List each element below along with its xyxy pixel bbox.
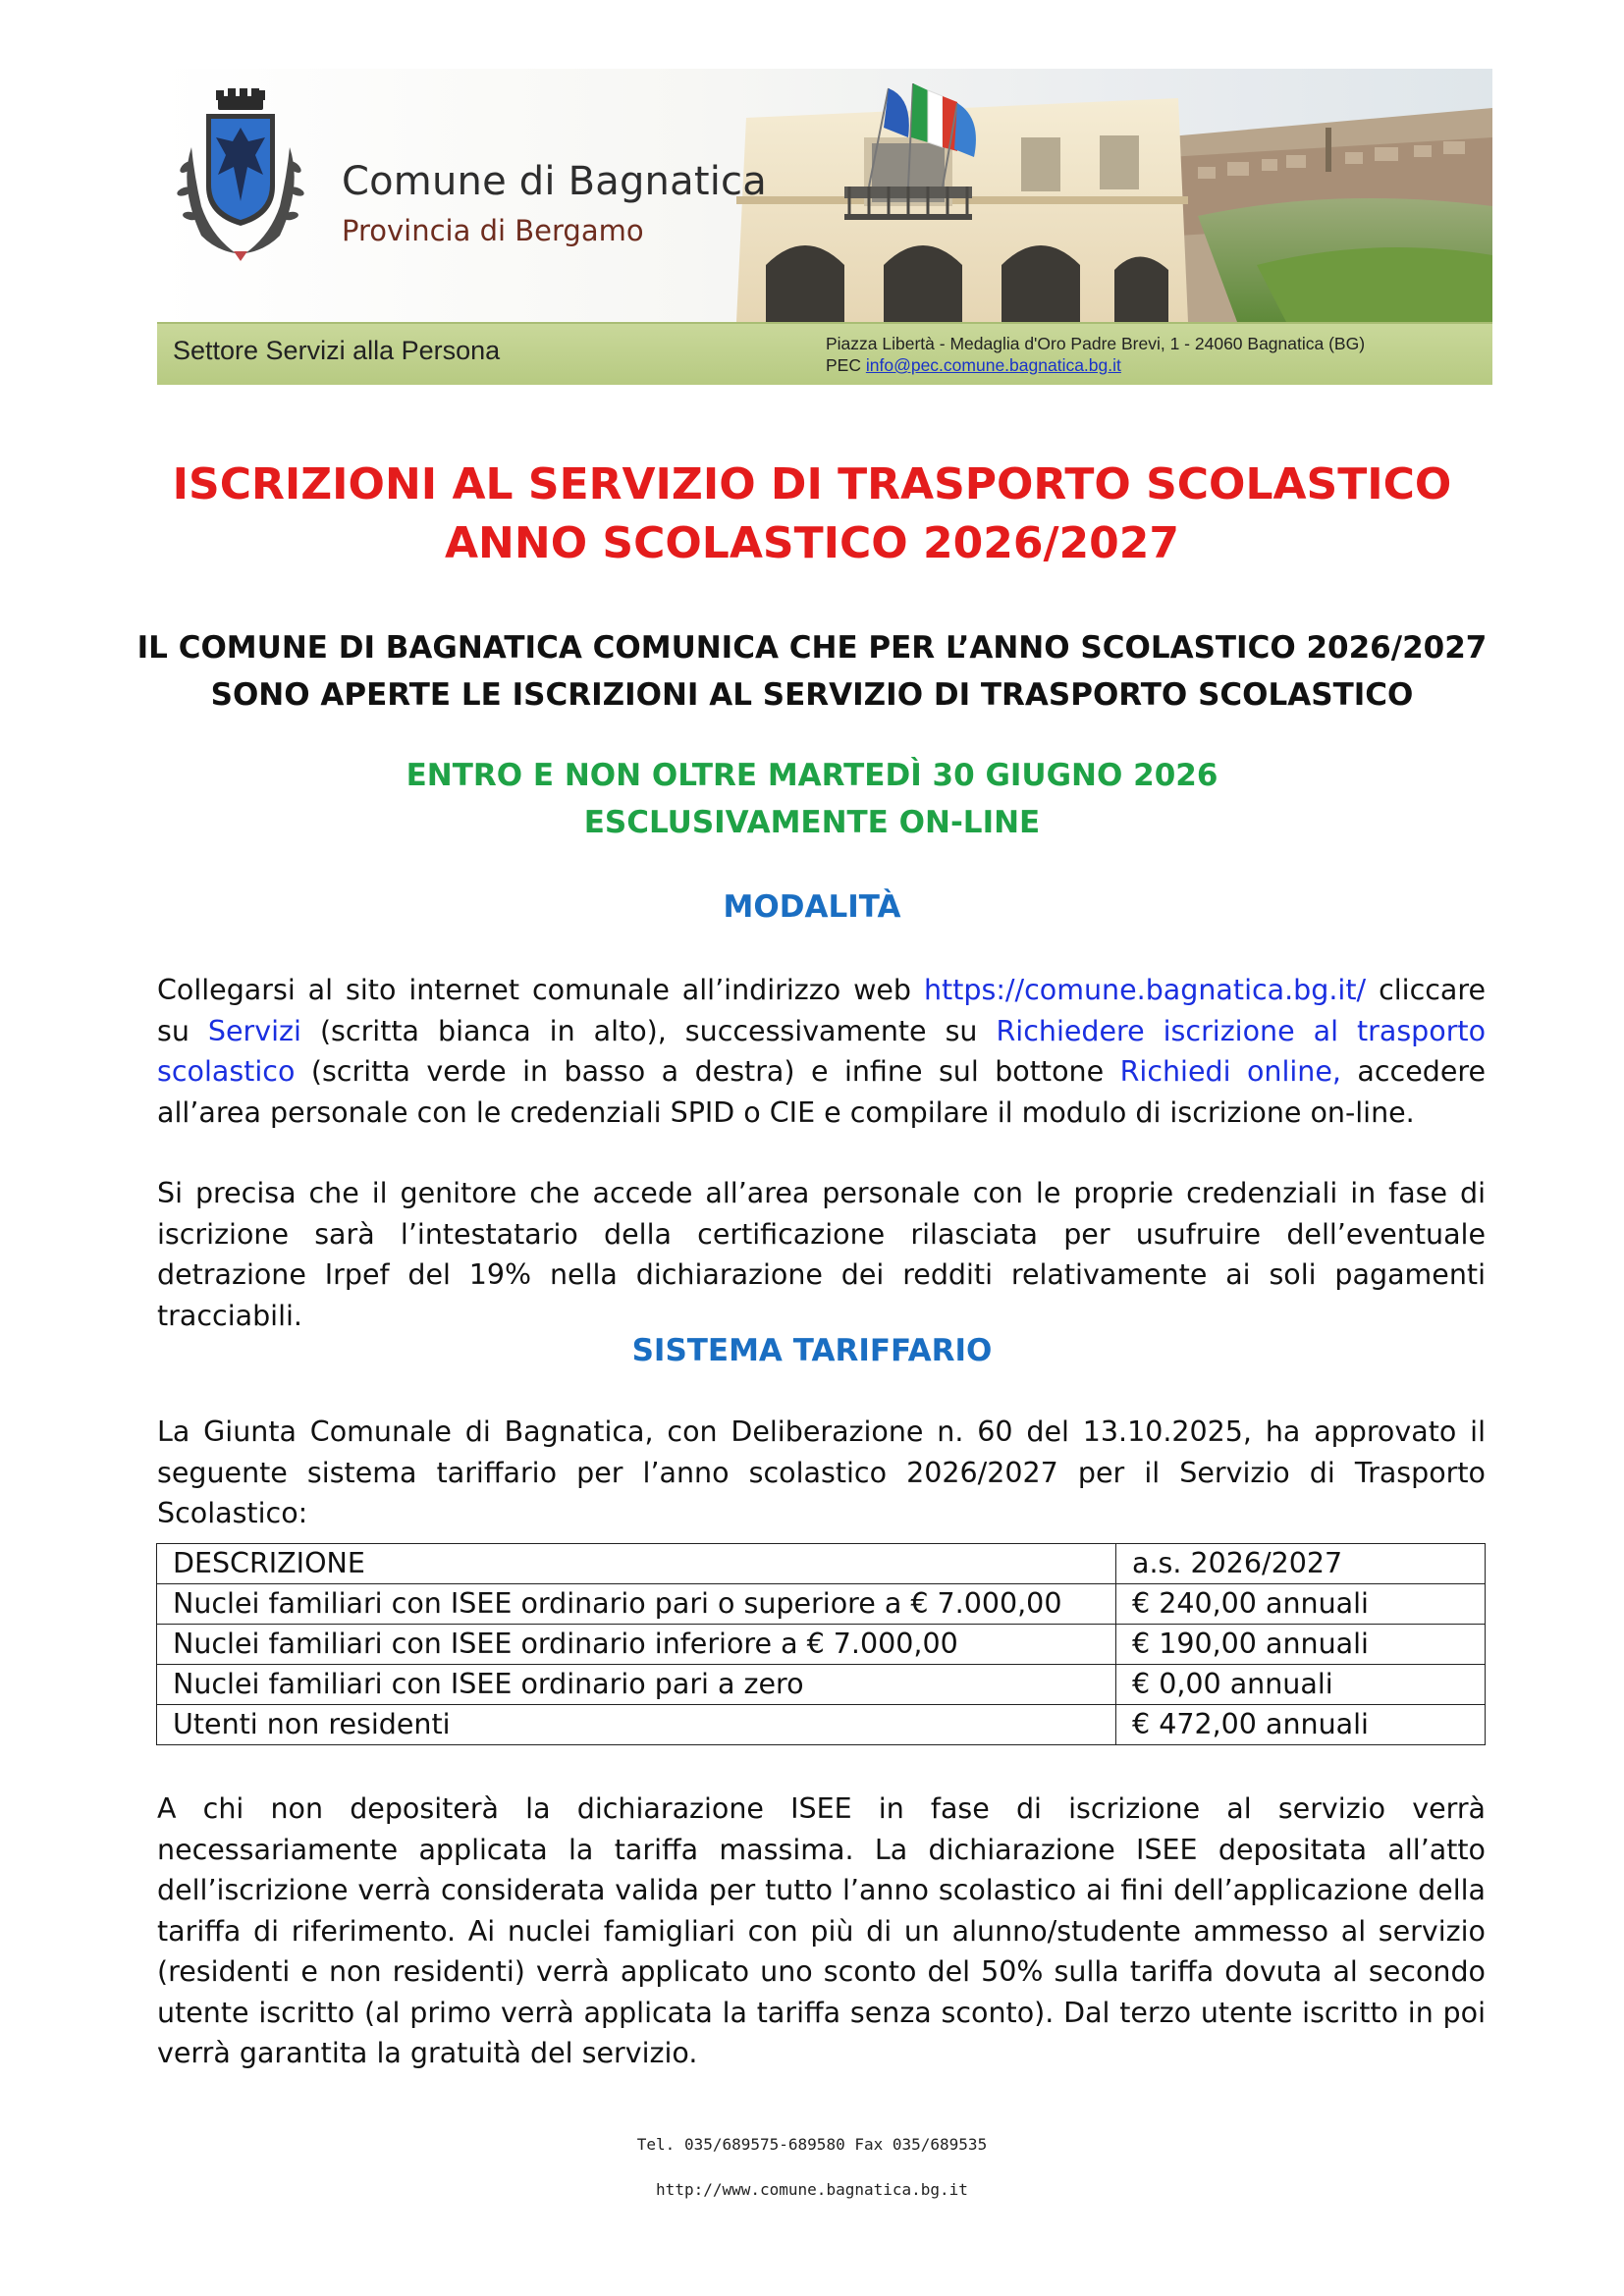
announcement-line-1: IL COMUNE DI BAGNATICA COMUNICA CHE PER L’ANNO SCOLASTICO 2026/2027 xyxy=(136,630,1488,666)
table-cell: € 190,00 annuali xyxy=(1116,1625,1486,1665)
footer-phone: Tel. 035/689575-689580 Fax 035/689535 xyxy=(636,2135,988,2154)
text: accedere all’area personale con le credenziali SPID o CIE e compilare il modulo di iscrizione on-line. xyxy=(157,1055,1487,1129)
address: Piazza Libertà - Medaglia d'Oro Padre Brevi, 1 - 24060 Bagnatica (BG) xyxy=(826,334,1366,353)
logo-title: Comune di Bagnatica xyxy=(342,159,767,204)
table-cell: Nuclei familiari con ISEE ordinario pari o superiore a € 7.000,00 xyxy=(157,1584,1116,1625)
servizi-link[interactable]: Servizi xyxy=(207,1014,301,1047)
deadline xyxy=(0,752,1624,846)
footer-website[interactable]: http://www.comune.bagnatica.bg.it xyxy=(656,2180,968,2199)
table-row xyxy=(157,1625,1486,1665)
text: cliccare su xyxy=(157,974,1487,1047)
richiedi-online-link[interactable]: Richiedi online, xyxy=(1119,1055,1341,1088)
pec-line xyxy=(826,355,1121,376)
table-header-row xyxy=(157,1544,1486,1584)
pec-label: PEC xyxy=(826,355,861,375)
pec-email-link[interactable]: info@pec.comune.bagnatica.bg.it xyxy=(865,355,1121,375)
table-cell: Nuclei familiari con ISEE ordinario pari a zero xyxy=(157,1665,1116,1705)
letterhead xyxy=(157,69,1492,383)
table-cell: € 472,00 annuali xyxy=(1116,1705,1486,1745)
document-title xyxy=(0,455,1624,573)
sector-name: Settore Servizi alla Persona xyxy=(173,336,501,365)
deadline-line-1: ENTRO E NON OLTRE MARTEDÌ 30 GIUGNO 2026 xyxy=(406,758,1218,793)
text: Collegarsi al sito internet comunale all’indirizzo web xyxy=(157,974,912,1006)
deadline-line-2: ESCLUSIVAMENTE ON-LINE xyxy=(583,805,1041,840)
table-row xyxy=(157,1584,1486,1625)
table-header-cell: a.s. 2026/2027 xyxy=(1116,1544,1486,1584)
table-row xyxy=(157,1665,1486,1705)
table-header-cell: DESCRIZIONE xyxy=(157,1544,1116,1584)
text: (scritta bianca in alto), successivamente su xyxy=(319,1014,978,1047)
tariffe-intro: La Giunta Comunale di Bagnatica, con Deliberazione n. 60 del 13.10.2025, ha approvato il seguente sistema tariffario per l’anno scolastico 2026/2027 per il Servizio di Trasporto Scolastico: xyxy=(157,1415,1486,1529)
title-line-1: ISCRIZIONI AL SERVIZIO DI TRASPORTO SCOLASTICO xyxy=(172,459,1452,509)
tariffe-heading: SISTEMA TARIFFARIO xyxy=(631,1333,993,1368)
title-line-2: ANNO SCOLASTICO 2026/2027 xyxy=(445,518,1179,568)
table-cell: € 240,00 annuali xyxy=(1116,1584,1486,1625)
website-link[interactable]: https://comune.bagnatica.bg.it/ xyxy=(923,974,1367,1006)
announcement-line-2: SONO APERTE LE ISCRIZIONI AL SERVIZIO DI TRASPORTO SCOLASTICO xyxy=(210,677,1414,713)
table-cell: Nuclei familiari con ISEE ordinario inferiore a € 7.000,00 xyxy=(157,1625,1116,1665)
modalita-paragraph-2: Si precisa che il genitore che accede all’area personale con le proprie credenziali in fase di iscrizione sarà l’intestatario della certificazione rilasciata per usufruire dell’eventuale detrazione Irpef del 19% nella dichiarazione dei redditi relativamente ai soli pagamenti tracciabili. xyxy=(157,1177,1486,1332)
richiedere-iscrizione-link[interactable]: Richiedere iscrizione al trasporto scolastico xyxy=(157,1014,1487,1088)
text: (scritta verde in basso a destra) e infine sul bottone xyxy=(310,1055,1105,1088)
table-cell: € 0,00 annuali xyxy=(1116,1665,1486,1705)
logo-subtitle: Provincia di Bergamo xyxy=(342,214,644,247)
announcement xyxy=(0,624,1624,719)
fee-table xyxy=(156,1543,1486,1745)
modalita-heading: MODALITÀ xyxy=(723,889,901,925)
table-row xyxy=(157,1705,1486,1745)
header-strip xyxy=(157,322,1492,385)
banner-image xyxy=(157,69,1492,322)
modalita-paragraph-1 xyxy=(157,970,1486,1133)
tariffe-note: A chi non depositerà la dichiarazione ISEE in fase di iscrizione al servizio verrà necessariamente applicata la tariffa massima. La dichiarazione ISEE depositata all’atto dell’iscrizione verrà considerata valida per tutto l’anno scolastico ai fini dell’applicazione della tariffa di riferimento. Ai nuclei famigliari con più di un alunno/studente ammesso al servizio (residenti e non residenti) verrà applicato uno sconto del 50% sulla tariffa dovuta al secondo utente iscritto (al primo verrà applicata la tariffa senza sconto). Dal terzo utente iscritto in poi verrà garantita la gratuità del servizio. xyxy=(157,1792,1486,2069)
table-cell: Utenti non residenti xyxy=(157,1705,1116,1745)
